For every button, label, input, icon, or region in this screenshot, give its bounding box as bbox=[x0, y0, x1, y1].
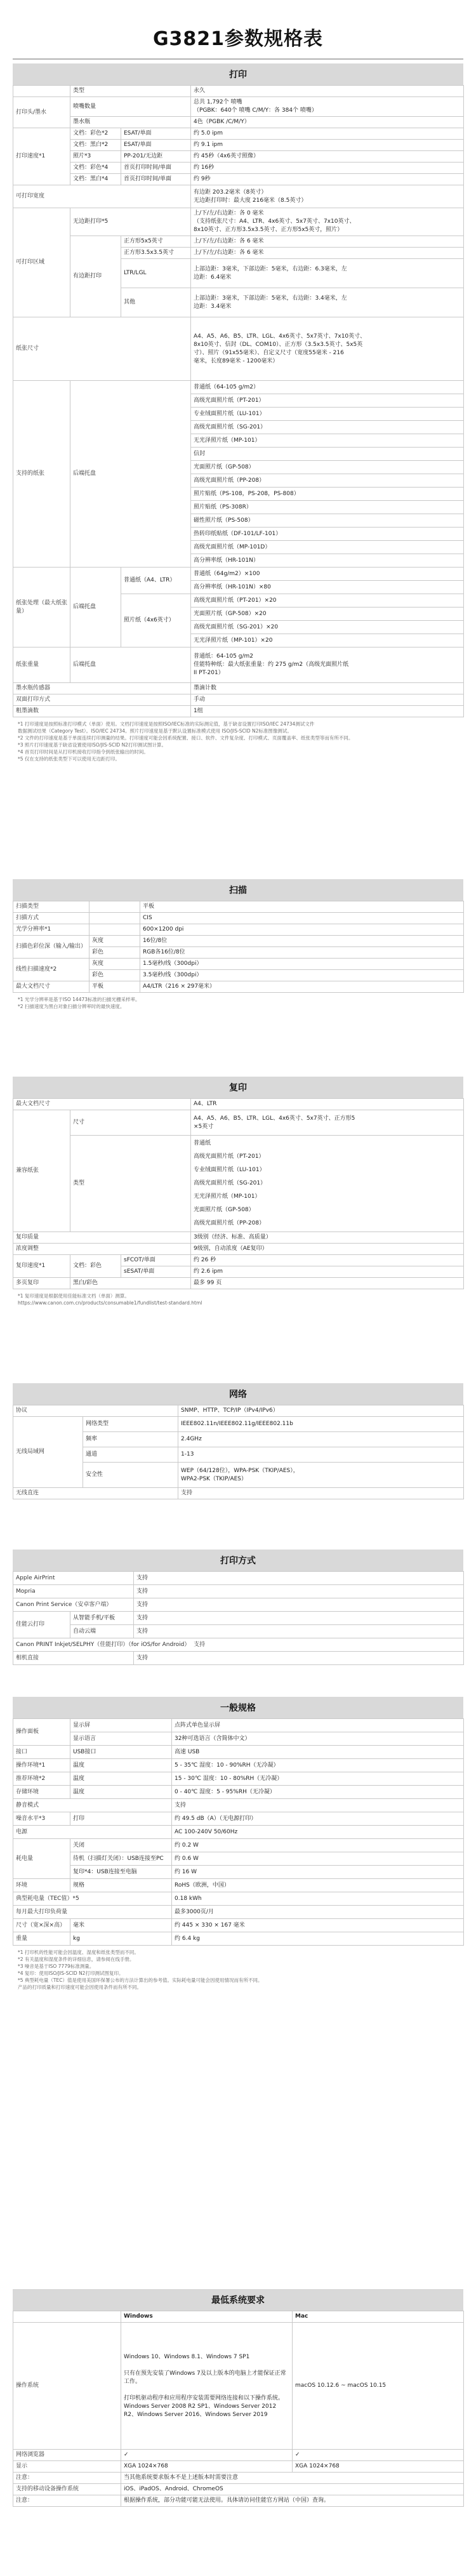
table-row: 类型 普通纸 高级光面照片纸（PT-201） 专业绒面照片纸（LU-101） 高级光面照片纸（SG-201） 无光泽照片纸（MP-101） 光面照片纸（GP-508） 高级光面照片纸（PP-208） bbox=[13, 1136, 464, 1232]
table-row: 文档：彩色*4 首页打印时间/单面 约 16秒 bbox=[13, 163, 464, 174]
table-row: 粗墨滴数 1组 bbox=[13, 706, 464, 717]
table-row: 接口 USB接口 高速 USB bbox=[13, 1746, 464, 1759]
section-title-network: 网络 bbox=[13, 1383, 463, 1405]
scan-spec-table bbox=[13, 901, 464, 993]
table-row: 彩色 3.5毫秒/线（300dpi） bbox=[13, 970, 464, 981]
table-row: 高级光面照片纸（SG-201） bbox=[13, 421, 464, 434]
table-row: 光面照片纸（GP-508） bbox=[13, 461, 464, 474]
table-row: 其他 上部边距：3毫米，下部边距：5毫米，右边距：3.4毫米，左 边距：3.4毫米 bbox=[13, 288, 464, 317]
section-title-copy: 复印 bbox=[13, 1077, 463, 1098]
table-row: Canon Print Service（安卓客户端） 支持 bbox=[13, 1598, 464, 1612]
table-row: 最大文档尺寸 平板 A4/LTR（216 × 297毫米） bbox=[13, 981, 464, 993]
table-row: 复印*4：USB连接至电脑 约 16 W bbox=[13, 1866, 464, 1879]
copy-spec-table bbox=[13, 1098, 464, 1289]
table-row: 每月最大打印负荷量 最多3000页/月 bbox=[13, 1906, 464, 1919]
table-row: 环境 规格 RoHS（欧洲，中国） bbox=[13, 1879, 464, 1892]
table-row: 光学分辨率*1 600×1200 dpi bbox=[13, 924, 464, 936]
table-row: 彩色 RGB各16位/8位 bbox=[13, 947, 464, 959]
print-spec-table bbox=[13, 85, 464, 717]
table-row: 有边距打印 正方形5x5英寸 上/下/左/右边距：各 6 毫米 bbox=[13, 236, 464, 248]
table-row: 高级光面照片纸（PP-208） bbox=[13, 474, 464, 488]
table-row: LTR/LGL 上部边距：3毫米，下部边距：5毫米，右边距：6.3毫米，左 边距：6.4毫米 bbox=[13, 259, 464, 288]
sysreq-section bbox=[13, 2289, 463, 2507]
table-row: 网络浏览器 ✓ ✓ bbox=[13, 2450, 464, 2461]
table-row: 注意： 根据操作系统，部分功能可能无法使用。具体请访问佳能官方网站（中国）查询。 bbox=[13, 2495, 464, 2507]
table-row: 多页复印 黑白/彩色 最多 99 页 bbox=[13, 1278, 464, 1289]
network-section bbox=[13, 1383, 463, 1499]
general-footnotes: *1 打印机的性能可能会因温度、湿度和纸张类型而不同。 *2 有关温度和湿度条件的详细信息，请参阅在线手册。 *3 噪音是基于ISO 7779标准测量。 *4 复印：使用ISO/JIS-SCID N2打印测试图复印。 *5 典型耗电量（TEC）值是使用美国环保署公布的方法计算出的参考值。实际耗电量可能会因使用情况而有所不同。 产品的打印质量和打印速度可能会因使用条件而有所不同。 bbox=[18, 1949, 263, 1990]
table-row: 纸张处理（最大纸张量） 后端托盘 普通纸（A4、LTR） 普通纸（64g/m2）×100 bbox=[13, 568, 464, 581]
table-row: 噪音水平*3 打印 约 49.5 dB（A）（无电源打印） bbox=[13, 1812, 464, 1826]
table-row: 无光泽照片纸（MP-101）×20 bbox=[13, 634, 464, 647]
table-row: 文档：黑白*2 ESAT/单面 约 9.1 ipm bbox=[13, 140, 464, 151]
table-row: 复印质量 3级别（经济、标准、高质量） bbox=[13, 1232, 464, 1244]
table-row: Apple AirPrint 支持 bbox=[13, 1572, 464, 1585]
table-row: 协议 SNMP、HTTP、TCP/IP（IPv4/IPv6） bbox=[13, 1405, 464, 1417]
scan-section bbox=[13, 879, 463, 1013]
network-spec-table bbox=[13, 1405, 464, 1499]
copy-section bbox=[13, 1077, 463, 1310]
table-row: 无线直连 支持 bbox=[13, 1488, 464, 1499]
table-row: 线性扫描速度*2 灰度 1.5毫秒/线（300dpi） bbox=[13, 959, 464, 970]
title-divider bbox=[13, 58, 463, 60]
table-row: 显示语言 32种可选语言（含简体中文） bbox=[13, 1732, 464, 1746]
table-row: 待机（扫描灯关闭）：USB连接至PC 约 0.6 W bbox=[13, 1852, 464, 1866]
table-row: 频率 2.4GHz bbox=[13, 1432, 464, 1447]
section-title-print: 打印 bbox=[13, 63, 463, 85]
table-row: 佳能云打印 从智能手机/平板 支持 bbox=[13, 1612, 464, 1625]
section-title-print-methods: 打印方式 bbox=[13, 1550, 463, 1571]
table-row: 照片贴纸（PS-308R） bbox=[13, 501, 464, 514]
table-row: 操作环境*1 温度 5 - 35℃ 湿度：10 - 90%RH（无冷凝） bbox=[13, 1759, 464, 1772]
table-row: 高级光面照片纸（PT-201） bbox=[13, 394, 464, 408]
table-row: 最大文档尺寸 A4、LTR bbox=[13, 1099, 464, 1110]
table-row: 打印头/墨水 喷嘴数量 总共 1,792个 喷嘴 （PGBK：640个 喷嘴 C/M/Y：各 384个 喷嘴） bbox=[13, 97, 464, 117]
table-row: 扫描类型 平板 bbox=[13, 901, 464, 913]
table-row: 支持的移动设备操作系统 iOS、iPadOS、Android、ChromeOS bbox=[13, 2484, 464, 2495]
table-row: 无光泽照片纸（MP-101） bbox=[13, 434, 464, 448]
table-row: 推荐环境*2 温度 15 - 30℃ 湿度：10 - 80%RH（无冷凝） bbox=[13, 1772, 464, 1786]
table-row: 打印速度*1 文档：彩色*2 ESAT/单面 约 5.0 ipm bbox=[13, 128, 464, 140]
print-methods-section bbox=[13, 1550, 463, 1665]
table-row: 耗电量 关闭 约 0.2 W bbox=[13, 1839, 464, 1852]
table-row: Canon PRINT Inkjet/SELPHY（佳能打印）（for iOS/for Android） 支持 bbox=[13, 1638, 464, 1652]
table-row: 双面打印方式 手动 bbox=[13, 694, 464, 706]
table-row: 正方形3.5x3.5英寸 上/下/左/右边距：各 6 毫米 bbox=[13, 248, 464, 259]
table-row: Mopria 支持 bbox=[13, 1585, 464, 1598]
table-row: 安全性 WEP（64/128位），WPA-PSK（TKIP/AES）， WPA2-PSK（TKIP/AES） bbox=[13, 1463, 464, 1488]
table-row: 浓度调整 9级别，自动浓度（AE复印） bbox=[13, 1244, 464, 1255]
table-row: 纸张尺寸 A4、A5、A6、B5、LTR、LGL、4x6英寸、5x7英寸、7x10英寸、 8x10英寸、信封（DL、COM10）、正方形（3.5x3.5英寸、5x5英 寸）、照片（91x55毫米）、自定义尺寸（宽度55毫米 - 216 毫米，长度89毫米 - 1200毫米） bbox=[13, 317, 464, 381]
table-row: 通道 1-13 bbox=[13, 1447, 464, 1463]
table-row: 兼容纸张 尺寸 A4、A5、A6、B5、LTR、LGL、4x6英寸、5x7英寸、正方形5 ×5英寸 bbox=[13, 1110, 464, 1136]
section-title-scan: 扫描 bbox=[13, 879, 463, 901]
table-row: 复印速度*1 文档：彩色 sFCOT/单面 约 26 秒 bbox=[13, 1255, 464, 1266]
table-row: 照片*3 PP-201/无边距 约 45秒（4x6英寸照像） bbox=[13, 151, 464, 163]
print-footnotes: *1 打印速度是按照标准打印模式（单面）使用。文档打印速度是按照ISO/IEC标准的实际测定值，基于缺省设置打印ISO/IEC 24734测试文件 数据测试结果（Category Test）。ISO/IEC 24734。照片打印速度是基于默认设置标准模式使用 ISO/JIS-SCID N2标准图像测试。 *2 文件的打印速度是基于单面连续打印测量的结果。打印速度可能会因系统配置、接口、软件、文件复杂度、打印模式、页面覆盖率、纸张类型等而有所不同。 *3 照片打印速度基于缺省设置使用ISO/JIS-SCID N2打印测试图计算。 *4 首页打印时间是从打印机接收打印指令到纸张输出的时间。 *5 仅在支持的纸张类型下可以使用无边距打印。 bbox=[18, 721, 354, 762]
table-row: 显示 XGA 1024×768 XGA 1024×768 bbox=[13, 2461, 464, 2473]
table-row: 自动云端 支持 bbox=[13, 1625, 464, 1638]
table-row: 相机直接 支持 bbox=[13, 1652, 464, 1665]
general-spec-table bbox=[13, 1718, 464, 1946]
table-row: 高分辨率纸（HR-101N）×80 bbox=[13, 581, 464, 594]
table-row: 电源 AC 100-240V 50/60Hz bbox=[13, 1826, 464, 1839]
sysreq-table bbox=[13, 2311, 464, 2507]
table-row: 无线局域网 网络类型 IEEE802.11n/IEEE802.11g/IEEE802.11b bbox=[13, 1417, 464, 1432]
table-row: 扫描色彩位深（输入/输出） 灰度 16位/8位 bbox=[13, 936, 464, 947]
print-section bbox=[13, 63, 463, 766]
copy-footnotes: *1 复印速度是根据使用佳能标准文档（单面）测算。 https://www.canon.com.cn/products/consumable1/fundlist/test-standard.html bbox=[18, 1293, 202, 1306]
section-title-general: 一般规格 bbox=[13, 1697, 463, 1718]
table-row: 信封 bbox=[13, 448, 464, 461]
table-row: 重量 kg 约 6.4 kg bbox=[13, 1932, 464, 1946]
table-row: sESAT/单面 约 2.6 ipm bbox=[13, 1266, 464, 1278]
table-row: 操作系统 Windows 10、Windows 8.1、Windows 7 SP1 只有在预先安装了Windows 7及以上版本的电脑上才能保证正常工作。 打印机驱动程序和应用程序安装需要网络连接和以下操作系统。 Windows Server 2008 R2 SP1、Windows Server 2012 R2、Windows Server 2016、Windows Server 2019 macOS 10.12.6 ~ macOS 10.15 bbox=[13, 2323, 464, 2450]
table-row: 静音模式 支持 bbox=[13, 1799, 464, 1812]
table-row: 类型 永久 bbox=[13, 86, 464, 97]
table-row: 照片纸（4x6英寸） 高级光面照片纸（PT-201）×20 bbox=[13, 594, 464, 607]
table-row: 可打印宽度 有边距 203.2毫米（8英寸） 无边距打印时：最大度 216毫米（8.5英寸） bbox=[13, 185, 464, 208]
table-row: 高级光面照片纸（MP-101D） bbox=[13, 541, 464, 554]
scan-footnotes: *1 光学分辨率是基于ISO 14473标准的扫描光栅采样率。 *2 扫描速度为黑白对象扫描分辨率时的最快速度。 bbox=[18, 997, 140, 1009]
page-title: G3821参数规格表 bbox=[152, 28, 324, 50]
table-row: 高分辨率纸（HR-101N） bbox=[13, 554, 464, 568]
table-row: 热转印纸贴纸（DF-101/LF-101） bbox=[13, 528, 464, 541]
table-row: 墨水瓶 4色（PGBK /C/M/Y） bbox=[13, 117, 464, 128]
table-row: 支持的纸张 后端托盘 普通纸（64-105 g/m2） bbox=[13, 381, 464, 394]
general-section bbox=[13, 1697, 463, 1994]
table-row: 光面照片纸（GP-508）×20 bbox=[13, 607, 464, 621]
print-methods-table bbox=[13, 1571, 464, 1665]
table-row: 扫描方式 CIS bbox=[13, 913, 464, 924]
table-row: 操作面板 显示屏 点阵式单色显示屏 bbox=[13, 1719, 464, 1732]
table-row: 墨水瓶传感器 墨滴计数 bbox=[13, 683, 464, 694]
table-row: 可打印区域 无边距打印*5 上/下/左/右边距：各 0 毫米 （支持纸张尺寸：A4、LTR、4x6英寸、5x7英寸、7x10英寸、 8x10英寸、正方形3.5x3.5英寸、正方形5x5英寸，照片） bbox=[13, 208, 464, 236]
table-row: 专业绒面照片纸（LU-101） bbox=[13, 408, 464, 421]
table-row: 典型耗电量（TEC值）*5 0.18 kWh bbox=[13, 1892, 464, 1906]
table-row: 纸张重量 后端托盘 普通纸：64-105 g/m2 佳能特种纸：最大纸张重量：约 275 g/m2（高级光面照片纸 II PT-201） bbox=[13, 647, 464, 683]
table-row: Windows Mac bbox=[13, 2311, 464, 2323]
table-row: 照片贴纸（PS-108，PS-208，PS-808） bbox=[13, 488, 464, 501]
table-row: 注意： 当其他系统要求版本不是上述版本时需要注意 bbox=[13, 2473, 464, 2484]
table-row: 尺寸（宽×深×高） 毫米 约 445 × 330 × 167 毫米 bbox=[13, 1919, 464, 1932]
table-row: 存储环境 温度 0 - 40℃ 湿度：5 - 95%RH（无冷凝） bbox=[13, 1786, 464, 1799]
table-row: 磁性照片纸（PS-508） bbox=[13, 514, 464, 528]
table-row: 高级光面照片纸（SG-201）×20 bbox=[13, 621, 464, 634]
section-title-sysreq: 最低系统要求 bbox=[13, 2289, 463, 2311]
table-row: 文档：黑白*4 首页打印时间/单面 约 9秒 bbox=[13, 174, 464, 185]
